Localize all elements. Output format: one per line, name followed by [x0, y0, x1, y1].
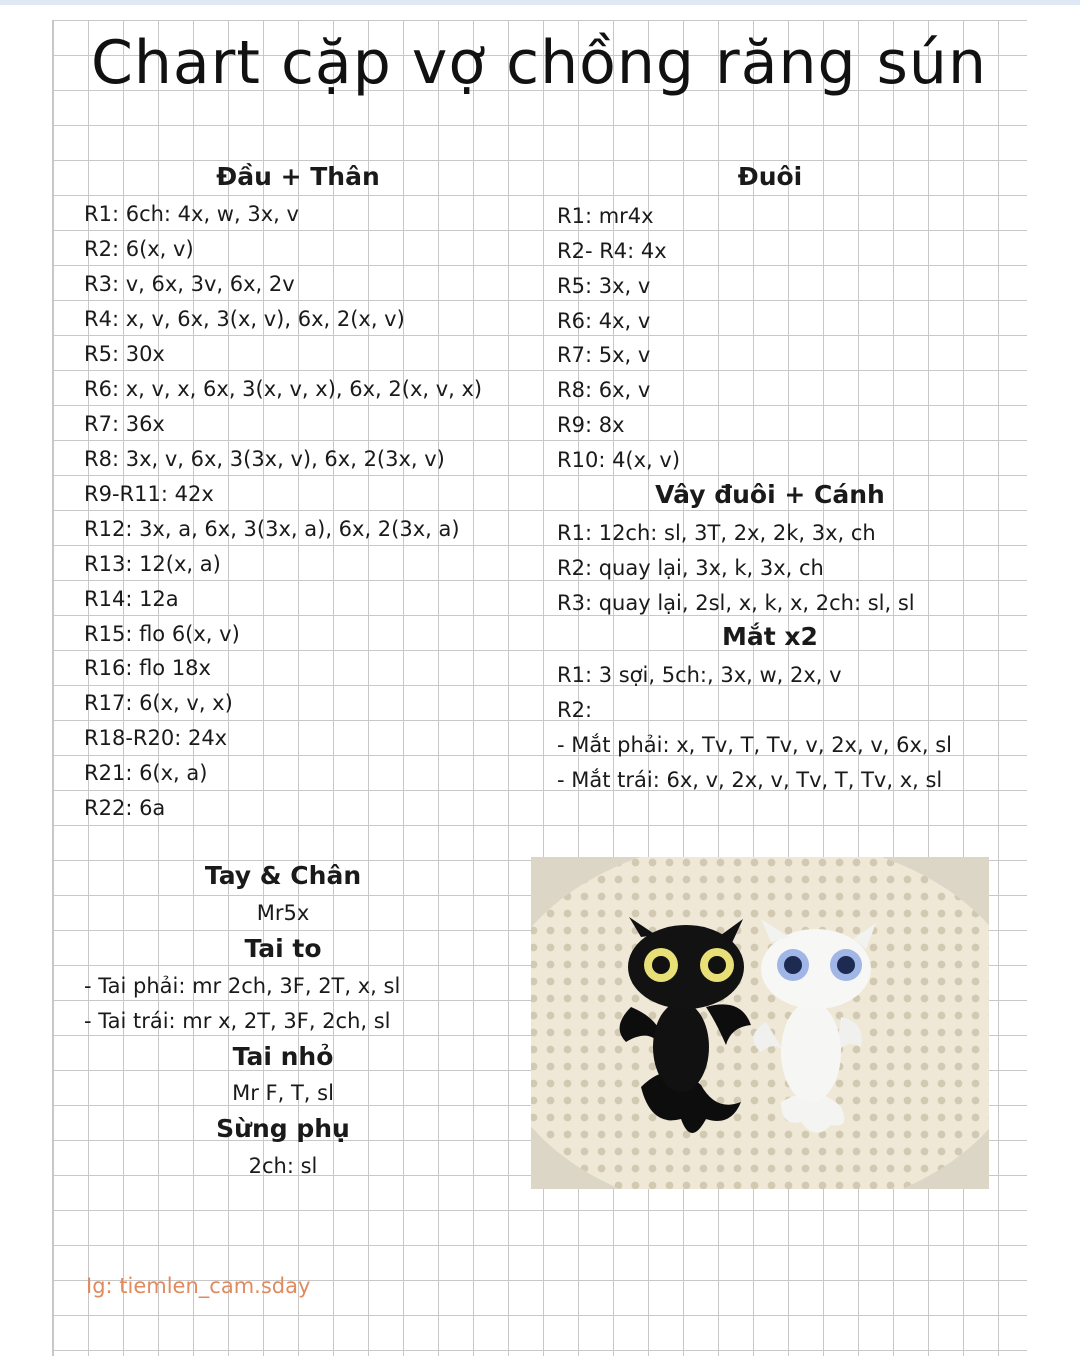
tail-row: R7: 5x, v	[557, 343, 651, 367]
fins-row: R3: quay lại, 2sl, x, k, x, 2ch: sl, sl	[557, 591, 915, 615]
big-ears-row: - Tai phải: mr 2ch, 3F, 2T, x, sl	[84, 974, 401, 998]
dragons-photo	[531, 857, 989, 1189]
eyes-row: - Mắt phải: x, Tv, T, Tv, v, 2x, v, 6x, sl	[557, 733, 953, 757]
limbs-heading: Tay & Chân	[204, 861, 362, 890]
tail-row: R1: mr4x	[557, 204, 654, 228]
head-body-heading: Đầu + Thân	[216, 162, 380, 191]
head-body-row: R7: 36x	[84, 412, 165, 436]
eyes-heading: Mắt x2	[722, 622, 818, 651]
head-body-row: R6: x, v, x, 6x, 3(x, v, x), 6x, 2(x, v, x)	[84, 377, 483, 401]
head-body-row: R13: 12(x, a)	[84, 552, 221, 576]
black-dragon	[620, 917, 751, 1133]
head-body-row: R3: v, 6x, 3v, 6x, 2v	[84, 272, 295, 296]
small-ears-heading: Tai nhỏ	[232, 1042, 334, 1071]
head-body-row: R14: 12a	[84, 587, 179, 611]
horns-heading: Sừng phụ	[216, 1114, 350, 1143]
big-ears-heading: Tai to	[244, 934, 322, 963]
small-ears-text: Mr F, T, sl	[232, 1081, 334, 1105]
page-title: Chart cặp vợ chồng răng sún	[90, 28, 987, 98]
fins-row: R2: quay lại, 3x, k, 3x, ch	[557, 556, 824, 580]
head-body-row: R22: 6a	[84, 796, 166, 820]
dragons-illustration	[531, 857, 989, 1189]
head-body-row: R4: x, v, 6x, 3(x, v), 6x, 2(x, v)	[84, 307, 405, 331]
tail-row: R10: 4(x, v)	[557, 448, 681, 472]
tail-row: R2- R4: 4x	[557, 239, 667, 263]
head-body-row: R2: 6(x, v)	[84, 237, 194, 261]
head-body-row: R12: 3x, a, 6x, 3(3x, a), 6x, 2(3x, a)	[84, 517, 460, 541]
tail-row: R9: 8x	[557, 413, 625, 437]
fins-heading: Vây đuôi + Cánh	[655, 480, 885, 509]
limbs-text: Mr5x	[256, 901, 310, 925]
top-bar	[0, 0, 1080, 5]
head-body-row: R16: flo 18x	[84, 656, 211, 680]
big-ears-row: - Tai trái: mr x, 2T, 3F, 2ch, sl	[84, 1009, 391, 1033]
tail-heading: Đuôi	[737, 162, 803, 191]
head-body-row: R9-R11: 42x	[84, 482, 214, 506]
instagram-credit: Ig: tiemlen_cam.sday	[86, 1274, 311, 1298]
tail-row: R5: 3x, v	[557, 274, 651, 298]
head-body-row: R18-R20: 24x	[84, 726, 228, 750]
eyes-row: R1: 3 sợi, 5ch:, 3x, w, 2x, v	[557, 663, 842, 687]
tail-row: R8: 6x, v	[557, 378, 651, 402]
eyes-row: - Mắt trái: 6x, v, 2x, v, Tv, T, Tv, x, sl	[557, 768, 943, 792]
head-body-row: R15: flo 6(x, v)	[84, 622, 240, 646]
horns-text: 2ch: sl	[248, 1154, 318, 1178]
head-body-row: R1: 6ch: 4x, w, 3x, v	[84, 202, 299, 226]
white-dragon	[753, 919, 876, 1133]
eyes-row: R2:	[557, 698, 593, 722]
head-body-row: R21: 6(x, a)	[84, 761, 208, 785]
head-body-row: R8: 3x, v, 6x, 3(3x, v), 6x, 2(3x, v)	[84, 447, 445, 471]
head-body-row: R5: 30x	[84, 342, 165, 366]
tail-row: R6: 4x, v	[557, 309, 651, 333]
head-body-row: R17: 6(x, v, x)	[84, 691, 233, 715]
fins-row: R1: 12ch: sl, 3T, 2x, 2k, 3x, ch	[557, 521, 876, 545]
